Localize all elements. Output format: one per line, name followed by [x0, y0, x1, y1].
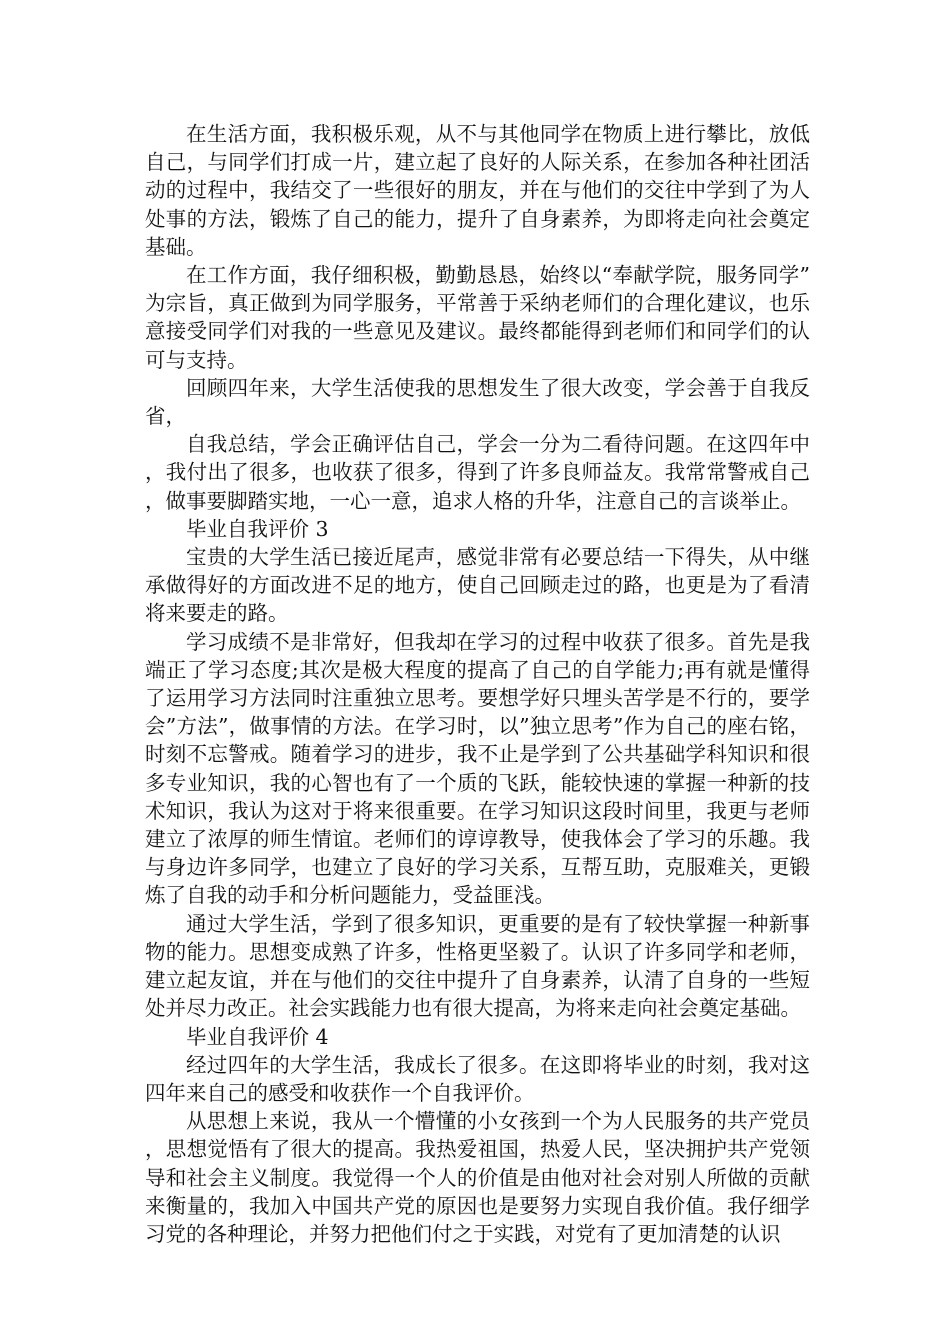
paragraph-study: 学习成绩不是非常好，但我却在学习的过程中收获了很多。首先是我端正了学习态度;其次是极大程度的提高了自己的自学能力;再有就是懂得了运用学习方法同时注重独立思考。要想学好只埋头苦学是不行的，要学会”方法”，做事情的方法。在学习时，以”独立思考”作为自己的座右铭，时刻不忘警戒。随着学习的进步，我不止是学到了公共基础学科知识和很多专业知识，我的心智也有了一个质的飞跃，能较快速的掌握一种新的技术知识，我认为这对于将来很重要。在学习知识这段时间里，我更与老师建立了浓厚的师生情谊。老师们的谆谆教导，使我体会了学习的乐趣。我与身边许多同学，也建立了良好的学习关系，互帮互助，克服难关，更锻炼了自我的动手和分析问题能力，受益匪浅。 — [145, 629, 810, 908]
paragraph-review: 回顾四年来，大学生活使我的思想发生了很大改变，学会善于自我反省， — [145, 375, 810, 429]
paragraph-ideology: 从思想上来说，我从一个懵懂的小女孩到一个为人民服务的共产党员，思想觉悟有了很大的提高。我热爱祖国，热爱人民，坚决拥护共产党领导和社会主义制度。我觉得一个人的价值是由他对社会对别人所做的贡献来衡量的，我加入中国共产党的原因也是要努力实现自我价值。我仔细学习党的各种理论，并努力把他们付之于实践，对党有了更加清楚的认识 — [145, 1109, 810, 1246]
section-heading-evaluation-3: 毕业自我评价 3 — [186, 516, 329, 541]
section-heading-evaluation-4: 毕业自我评价 4 — [186, 1024, 329, 1049]
paragraph-college-life: 通过大学生活，学到了很多知识，更重要的是有了较快掌握一种新事物的能力。思想变成熟了许多，性格更坚毅了。认识了许多同学和老师，建立起友谊，并在与他们的交往中提升了自身素养，认清了自身的一些短处并尽力改正。社会实践能力也有很大提高，为将来走向社会奠定基础。 — [145, 911, 810, 1021]
paragraph-life: 在生活方面，我积极乐观，从不与其他同学在物质上进行攀比，放低自己，与同学们打成一片，建立起了良好的人际关系，在参加各种社团活动的过程中，我结交了一些很好的朋友，并在与他们的交往中学到了为人处事的方法，锻炼了自己的能力，提升了自身素养，为即将走向社会奠定基础。 — [145, 122, 810, 259]
paragraph-work: 在工作方面，我仔细积极，勤勤恳恳，始终以“奉献学院，服务同学”为宗旨，真正做到为同学服务，平常善于采纳老师们的合理化建议，也乐意接受同学们对我的一些意见及建议。最终都能得到老师们和同学们的认可与支持。 — [145, 263, 810, 372]
paragraph-intro-4: 经过四年的大学生活，我成长了很多。在这即将毕业的时刻，我对这四年来自己的感受和收获作一个自我评价。 — [145, 1052, 810, 1105]
paragraph-self-summary: 自我总结，学会正确评估自己，学会一分为二看待问题。在这四年中，我付出了很多，也收获了很多，得到了许多良师益友。我常常警戒自己，做事要脚踏实地，一心一意，追求人格的升华，注意自己的言谈举止。 — [145, 432, 810, 513]
document-body — [145, 120, 810, 1248]
paragraph-intro-3: 宝贵的大学生活已接近尾声，感觉非常有必要总结一下得失，从中继承做得好的方面改进不足的地方，使自己回顾走过的路，也更是为了看清将来要走的路。 — [145, 545, 810, 626]
